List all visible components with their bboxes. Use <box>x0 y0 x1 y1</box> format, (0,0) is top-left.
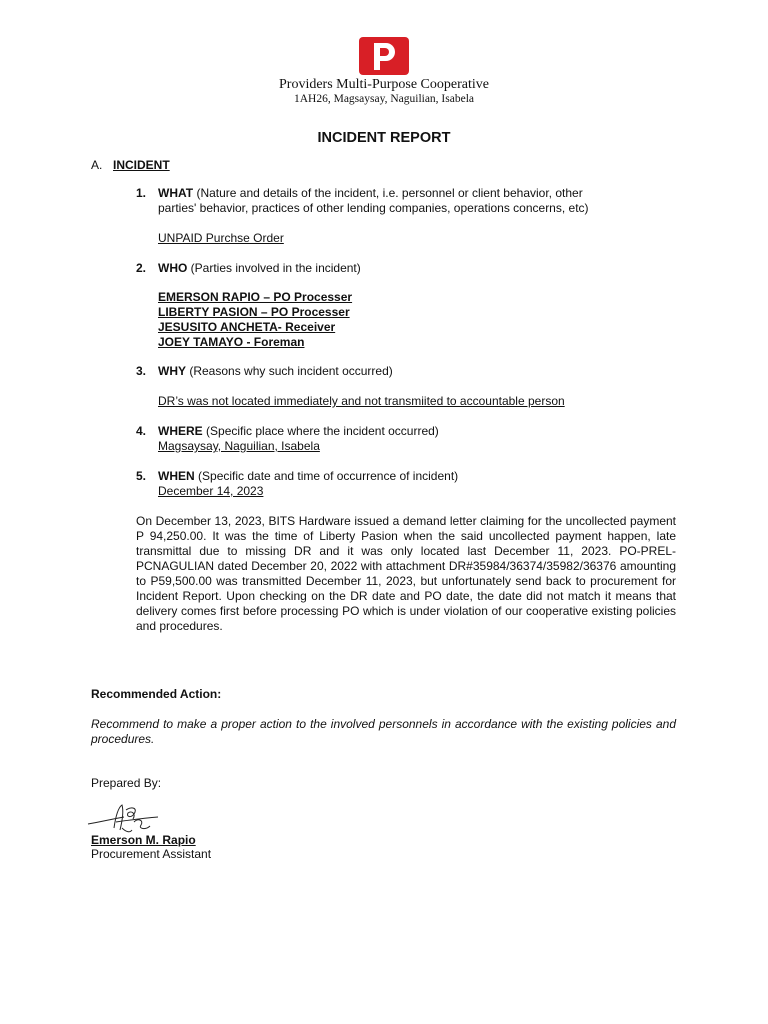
section-label: INCIDENT <box>113 158 170 172</box>
item-where-desc <box>158 424 439 439</box>
preparer-position: Procurement Assistant <box>91 847 212 861</box>
item-desc-line1: (Nature and details of the incident, i.e. personnel or client behavior, other <box>196 186 583 200</box>
item-number: 1. <box>136 186 147 200</box>
narrative-paragraph: On December 13, 2023, BITS Hardware issued a demand letter claiming for the uncollected payment P 94,250.00. It was the time of Liberty Pasion when the said uncollected payment happen, late transmittal due to missing DR and it was only located last December 11, 2023. PO-PREL-PCNAGULIAN dated December 20, 2022 with attachment DR#35984/36374/35982/36376 amounting to P59,500.00 was transmitted December 11, 2023, but unfortunately send back to procurement for Incident Report. Upon checking on the DR date and PO date, the date did not match it means that delivery comes first before processing PO which is under violation of our cooperative existing policies and procedures. <box>136 514 676 633</box>
item-what-desc <box>158 186 583 201</box>
item-desc-line2: parties' behavior, practices of other lending companies, operations concerns, etc) <box>158 201 589 215</box>
recommended-text: Recommend to make a proper action to the involved personnels in accordance with the existing policies and procedures. <box>91 717 676 746</box>
person-entry: LIBERTY PASION – PO Processer <box>158 305 350 319</box>
person-entry: EMERSON RAPIO – PO Processer <box>158 290 353 304</box>
item-when-desc <box>158 469 458 484</box>
item-label: WHAT <box>158 186 194 200</box>
report-title: INCIDENT REPORT <box>317 130 451 146</box>
person-entry: JESUSITO ANCHETA- Receiver <box>158 320 336 334</box>
person-entry: JOEY TAMAYO - Foreman <box>158 335 305 349</box>
item-desc: (Parties involved in the incident) <box>190 261 361 275</box>
organization-address: 1AH26, Magsaysay, Naguilian, Isabela <box>293 93 474 105</box>
item-answer: DR’s was not located immediately and not transmiited to accountable person <box>158 394 565 408</box>
logo-p-icon <box>359 37 409 75</box>
item-who-desc <box>158 261 361 276</box>
cooperative-logo <box>359 37 409 75</box>
organization-name: Providers Multi-Purpose Cooperative <box>279 77 489 92</box>
prepared-by-label: Prepared By: <box>91 776 162 790</box>
item-label: WHERE <box>158 424 203 438</box>
item-number: 4. <box>136 424 147 438</box>
item-answer: UNPAID Purchse Order <box>158 231 284 245</box>
recommended-heading: Recommended Action: <box>91 687 222 701</box>
item-answer: December 14, 2023 <box>158 484 264 498</box>
item-number: 5. <box>136 469 147 483</box>
item-number: 2. <box>136 261 147 275</box>
item-answer: Magsaysay, Naguilian, Isabela <box>158 439 320 453</box>
item-desc: (Reasons why such incident occurred) <box>189 364 393 378</box>
item-label: WHEN <box>158 469 195 483</box>
section-marker: A. <box>91 158 103 172</box>
signature-image <box>86 802 170 836</box>
item-label: WHY <box>158 364 186 378</box>
item-label: WHO <box>158 261 188 275</box>
item-desc: (Specific date and time of occurrence of incident) <box>198 469 459 483</box>
item-desc: (Specific place where the incident occurred) <box>206 424 439 438</box>
preparer-name: Emerson M. Rapio <box>91 833 196 847</box>
item-number: 3. <box>136 364 147 378</box>
item-why-desc <box>158 364 393 379</box>
